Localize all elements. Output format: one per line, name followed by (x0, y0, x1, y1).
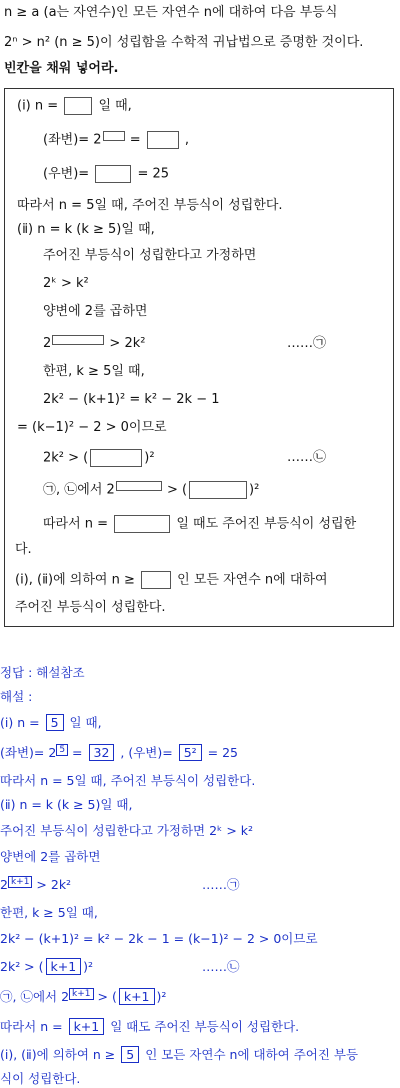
answer-line-16: 식이 성립한다. (0, 1071, 81, 1086)
explanation-label: 해설 : (0, 689, 33, 704)
answer-line-12 (0, 958, 240, 976)
box-line-15 (43, 515, 400, 534)
box-line-5: (ⅱ) n = k (k ≥ 5)일 때, (17, 222, 155, 237)
box-line-11: 2k² − (k+1)² = k² − 2k − 1 (43, 392, 220, 407)
answer-box: 5 (121, 1046, 139, 1063)
box-line-8: 양변에 2를 곱하면 (43, 304, 148, 319)
answer-box: 5 (56, 744, 68, 756)
text: (좌변)= 2 (43, 132, 102, 148)
text: 인 모든 자연수 n에 대하여 주어진 부등 (145, 1047, 359, 1062)
text: (ⅰ) n = (17, 98, 59, 114)
text: (우변)= (43, 166, 90, 182)
text: 2k² > ( (0, 959, 44, 974)
answer-box: k+1 (8, 876, 32, 888)
marker-b: ……㉡ (287, 450, 327, 465)
question-line-1: n ≥ a (a는 자연수)인 모든 자연수 n에 대하여 다음 부등식 (4, 5, 338, 20)
blank-3[interactable] (95, 165, 131, 183)
answer-line-14 (0, 1018, 299, 1036)
text: )² (249, 482, 260, 498)
text: 2 (0, 877, 8, 892)
blank-exponent[interactable] (103, 131, 125, 141)
text: 일 때, (69, 715, 102, 730)
answer-box: k+1 (119, 988, 155, 1005)
question-line-3: 빈칸을 채워 넣어라. (4, 61, 119, 76)
answer-box: k+1 (46, 958, 82, 975)
answer-line-5: 따라서 n = 5일 때, 주어진 부등식이 성립한다. (0, 773, 256, 788)
text: )² (83, 959, 94, 974)
answer-box: 5 (46, 714, 64, 731)
text: 인 모든 자연수 n에 대하여 (177, 572, 328, 588)
answer-line-9 (0, 876, 240, 894)
text: > 2k² (109, 336, 146, 351)
text: ㉠, ㉡에서 2 (0, 989, 70, 1004)
box-line-1 (17, 97, 400, 116)
answer-label: 정답 : 해설참조 (0, 665, 85, 680)
box-line-16: 다. (15, 542, 32, 557)
text: )² (144, 450, 155, 466)
box-line-9 (43, 335, 400, 353)
answer-line-3 (0, 714, 102, 732)
box-line-6: 주어진 부등식이 성립한다고 가정하면 (43, 248, 257, 263)
text: , (우변)= (120, 745, 173, 760)
text: 따라서 n = (0, 1019, 63, 1034)
text: 일 때, (98, 98, 132, 114)
blank-7[interactable] (189, 481, 247, 499)
marker-a: ……㉠ (287, 336, 327, 351)
text: = (129, 132, 141, 148)
question-line-2: 2ⁿ > n² (n ≥ 5)이 성립함을 수학적 귀납법으로 증명한 것이다. (4, 35, 364, 50)
text: (ⅰ), (ⅱ)에 의하여 n ≥ (0, 1047, 116, 1062)
blank-6[interactable] (116, 481, 162, 491)
blank-5[interactable] (90, 449, 142, 467)
text: 2 (43, 336, 52, 351)
answer-line-4 (0, 744, 238, 762)
answer-line-8: 양변에 2를 곱하면 (0, 849, 101, 864)
answer-line-10: 한편, k ≥ 5일 때, (0, 905, 98, 920)
marker-b: ……㉡ (202, 959, 240, 974)
text: , (184, 132, 190, 148)
answer-box: k+1 (69, 988, 93, 1000)
text: > 2k² (36, 877, 72, 892)
answer-box: 32 (89, 744, 115, 761)
marker-a: ……㉠ (202, 877, 240, 892)
text: 일 때도 주어진 부등식이 성립한 (176, 516, 357, 532)
blank-8[interactable] (114, 515, 170, 533)
text: 따라서 n = (43, 516, 109, 532)
text: = 25 (207, 745, 239, 760)
text: (ⅰ), (ⅱ)에 의하여 n ≥ (15, 572, 135, 588)
blank-4[interactable] (52, 335, 104, 345)
answer-box: 5² (179, 744, 202, 761)
answer-box: k+1 (69, 1018, 105, 1035)
answer-line-13 (0, 988, 166, 1006)
box-line-18: 주어진 부등식이 성립한다. (15, 600, 166, 615)
box-line-14 (43, 481, 400, 500)
text: ㉠, ㉡에서 2 (43, 482, 115, 498)
answer-line-15 (0, 1046, 358, 1064)
blank-9[interactable] (141, 571, 171, 589)
box-line-17 (15, 571, 400, 590)
box-line-3 (43, 165, 400, 184)
text: = 25 (137, 166, 170, 182)
answer-line-11: 2k² − (k+1)² = k² − 2k − 1 = (k−1)² − 2 > 0이므로 (0, 931, 318, 946)
answer-line-6: (ⅱ) n = k (k ≥ 5)일 때, (0, 797, 133, 812)
text: 2k² > ( (43, 450, 89, 466)
box-line-4: 따라서 n = 5일 때, 주어진 부등식이 성립한다. (17, 198, 283, 213)
proof-box (4, 88, 394, 627)
text: = (72, 745, 83, 760)
box-line-10: 한편, k ≥ 5일 때, (43, 364, 145, 379)
text: )² (156, 989, 167, 1004)
text: 일 때도 주어진 부등식이 성립한다. (110, 1019, 300, 1034)
text: > ( (166, 482, 188, 498)
text: > ( (97, 989, 117, 1004)
box-line-12: = (k−1)² − 2 > 0이므로 (17, 420, 167, 435)
answer-line-7: 주어진 부등식이 성립한다고 가정하면 2ᵏ > k² (0, 823, 254, 838)
box-line-13 (43, 449, 400, 468)
text: (좌변)= 2 (0, 745, 57, 760)
box-line-7: 2ᵏ > k² (43, 276, 89, 291)
box-line-2 (43, 131, 400, 150)
text: (ⅰ) n = (0, 715, 40, 730)
blank-1[interactable] (64, 97, 92, 115)
blank-2[interactable] (147, 131, 179, 149)
